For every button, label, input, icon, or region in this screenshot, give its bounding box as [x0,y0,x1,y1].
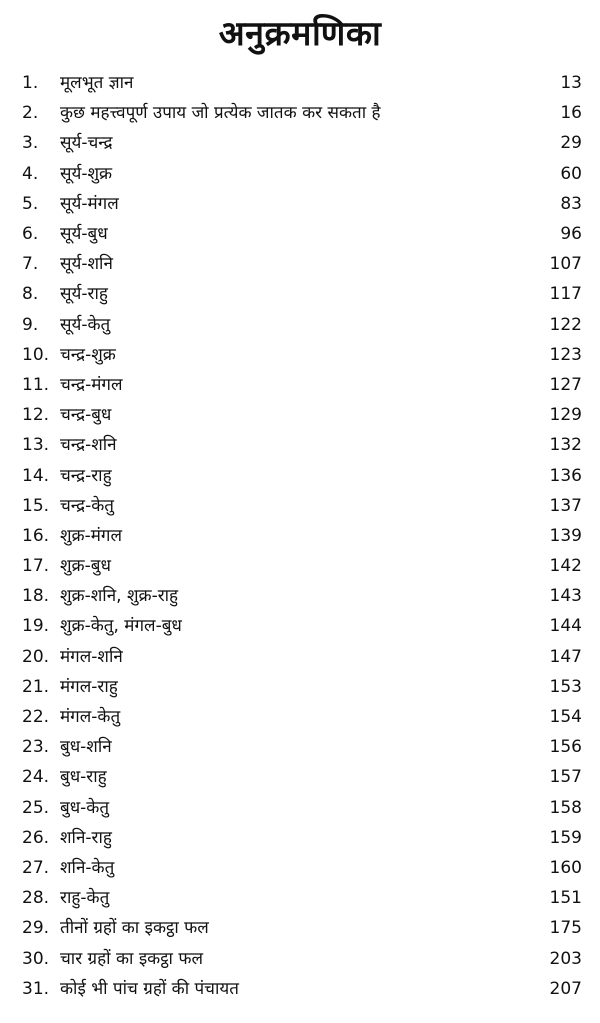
toc-entry-title: शुक्र-बुध [60,556,111,577]
toc-entry-number: 12. [22,405,50,426]
toc-entry [22,823,582,853]
toc-entry-number: 26. [22,827,50,848]
toc-entry-number: 3. [22,133,39,154]
toc-entry-number: 18. [22,586,50,607]
toc-entry [22,611,582,641]
toc-entry-title: सूर्य-केतु [60,314,111,335]
toc-entry-number: 25. [22,797,50,818]
toc-entry-title: चन्द्र-मंगल [60,374,123,395]
toc-entry [22,310,582,340]
toc-entry [22,853,582,883]
toc-entry-page-number: 117 [549,284,582,305]
toc-entry-number: 17. [22,556,50,577]
toc-entry [22,491,582,521]
toc-entry-title: सूर्य-शुक्र [60,163,113,184]
toc-entry-number: 29. [22,918,50,939]
toc-entry-title: तीनों ग्रहों का इकट्ठा फल [60,918,209,939]
toc-entry-title: सूर्य-बुध [60,224,108,245]
toc-entry-page-number: 29 [560,133,582,154]
toc-entry-page-number: 132 [549,435,582,456]
page-title: अनुक्रमणिका [218,14,382,54]
toc-entry-page-number: 137 [549,495,582,516]
toc-entry-number: 28. [22,888,50,909]
toc-entry-page-number: 207 [549,978,582,999]
toc-entry-page-number: 83 [560,193,582,214]
toc-entry-number: 13. [22,435,50,456]
toc-entry-title: कोई भी पांच ग्रहों की पंचायत [60,978,239,999]
toc-entry-number: 20. [22,646,50,667]
toc-entry-title: चार ग्रहों का इकट्ठा फल [60,948,203,969]
toc-entry-title: सूर्य-शनि [60,254,113,275]
toc-entry-page-number: 175 [549,918,582,939]
toc-entry-page-number: 158 [549,797,582,818]
toc-entry-title: मंगल-शनि [60,646,123,667]
toc-entry-page-number: 144 [549,616,582,637]
toc-entry-title: कुछ महत्त्वपूर्ण उपाय जो प्रत्येक जातक कर सकता है [60,103,381,124]
toc-entry-title: मूलभूत ज्ञान [60,73,134,94]
toc-entry [22,189,582,219]
toc-entry-title: चन्द्र-शुक्र [60,344,116,365]
toc-entry-number: 22. [22,707,50,728]
toc-entry-page-number: 107 [549,254,582,275]
toc-entry-page-number: 16 [560,103,582,124]
toc-entry-title: सूर्य-चन्द्र [60,133,113,154]
toc-entry-number: 9. [22,314,39,335]
toc-entry-number: 15. [22,495,50,516]
toc-entry-number: 7. [22,254,39,275]
toc-entry [22,642,582,672]
toc-entry-title: चन्द्र-केतु [60,495,114,516]
toc-entry-page-number: 123 [549,344,582,365]
toc-entry [22,279,582,309]
toc-entry [22,913,582,943]
toc-entry-title: मंगल-राहु [60,676,118,697]
table-of-contents [22,68,582,1004]
toc-entry-page-number: 127 [549,374,582,395]
toc-entry-page-number: 139 [549,525,582,546]
toc-entry-title: बुध-शनि [60,737,112,758]
toc-entry [22,883,582,913]
toc-entry-page-number: 157 [549,767,582,788]
toc-entry-number: 23. [22,737,50,758]
toc-entry [22,340,582,370]
toc-entry-title: सूर्य-राहु [60,284,108,305]
toc-entry-page-number: 147 [549,646,582,667]
toc-entry-number: 30. [22,948,50,969]
toc-entry-number: 14. [22,465,50,486]
toc-entry [22,98,582,128]
toc-entry [22,400,582,430]
toc-entry-page-number: 143 [549,586,582,607]
toc-entry [22,581,582,611]
toc-entry-page-number: 203 [549,948,582,969]
toc-entry-number: 2. [22,103,39,124]
toc-entry-page-number: 153 [549,676,582,697]
toc-entry-number: 10. [22,344,50,365]
toc-entry-title: शुक्र-मंगल [60,525,123,546]
toc-entry-title: मंगल-केतु [60,707,121,728]
toc-entry-page-number: 159 [549,827,582,848]
toc-entry-title: बुध-राहु [60,767,107,788]
toc-entry [22,460,582,490]
toc-entry-page-number: 129 [549,405,582,426]
toc-entry-page-number: 122 [549,314,582,335]
toc-entry-title: शुक्र-शनि, शुक्र-राहु [60,586,179,607]
toc-entry-page-number: 96 [560,224,582,245]
toc-entry-number: 21. [22,676,50,697]
toc-entry-page-number: 60 [560,163,582,184]
toc-entry [22,732,582,762]
toc-entry-title: सूर्य-मंगल [60,193,119,214]
toc-entry-number: 1. [22,73,39,94]
toc-entry [22,521,582,551]
toc-entry-number: 24. [22,767,50,788]
toc-entry-number: 11. [22,374,50,395]
toc-entry-page-number: 142 [549,556,582,577]
toc-entry-number: 16. [22,525,50,546]
toc-entry [22,159,582,189]
toc-entry-page-number: 151 [549,888,582,909]
toc-entry [22,430,582,460]
toc-entry [22,551,582,581]
toc-entry-page-number: 136 [549,465,582,486]
toc-entry [22,793,582,823]
toc-entry [22,219,582,249]
toc-entry-title: राहु-केतु [60,888,110,909]
toc-entry-page-number: 160 [549,857,582,878]
toc-entry-number: 19. [22,616,50,637]
toc-entry-page-number: 156 [549,737,582,758]
toc-entry [22,974,582,1004]
toc-entry [22,128,582,158]
toc-entry-title: चन्द्र-शनि [60,435,117,456]
toc-entry [22,943,582,973]
toc-entry [22,672,582,702]
toc-entry [22,370,582,400]
toc-entry-page-number: 13 [560,73,582,94]
toc-entry-title: चन्द्र-राहु [60,465,112,486]
toc-entry-number: 6. [22,224,39,245]
toc-entry-title: शुक्र-केतु, मंगल-बुध [60,616,182,637]
toc-entry [22,762,582,792]
toc-entry-number: 27. [22,857,50,878]
toc-entry-page-number: 154 [549,707,582,728]
toc-entry [22,68,582,98]
toc-entry [22,702,582,732]
toc-entry-number: 4. [22,163,39,184]
toc-entry-title: शनि-केतु [60,857,115,878]
toc-entry-title: चन्द्र-बुध [60,405,112,426]
toc-entry [22,249,582,279]
toc-entry-number: 31. [22,978,50,999]
toc-entry-number: 8. [22,284,39,305]
toc-entry-title: बुध-केतु [60,797,110,818]
toc-entry-title: शनि-राहु [60,827,112,848]
toc-entry-number: 5. [22,193,39,214]
